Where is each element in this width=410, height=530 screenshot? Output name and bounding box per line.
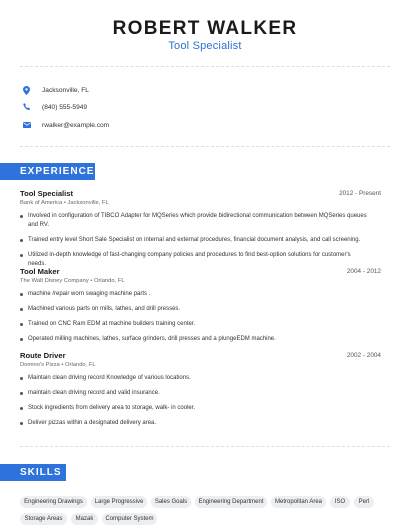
phone-icon xyxy=(22,103,31,112)
list-item: machine /repair worn swaging machine parts . xyxy=(20,290,368,299)
list-item: Deliver pizzas within a designated delivery area. xyxy=(20,419,368,428)
contact-phone xyxy=(22,101,87,113)
skill-chip: Engineering Drawings xyxy=(20,496,87,508)
skill-chip: Sales Goals xyxy=(151,496,191,508)
job-company: Bank of America • Jacksonville, FL xyxy=(20,200,109,206)
phone-text: (840) 555-5949 xyxy=(42,103,88,111)
job-title: Tool Specialist xyxy=(20,189,74,198)
divider xyxy=(20,446,390,447)
job-dates: 2002 - 2004 xyxy=(346,352,381,359)
contact-email xyxy=(22,119,109,131)
skills-heading: SKILLS xyxy=(0,464,66,481)
list-item: maintain clean driving record and valid insurance. xyxy=(20,389,368,398)
list-item: Maintain clean driving record Knowledge of various locations. xyxy=(20,374,368,383)
job-title: Tool Maker xyxy=(20,267,60,276)
skill-chip: Mazak xyxy=(71,513,98,525)
candidate-name: ROBERT WALKER xyxy=(112,18,298,39)
experience-heading: EXPERIENCE xyxy=(0,163,95,180)
job-title: Route Driver xyxy=(20,351,66,360)
job-company: The Walt Disney Company • Orlando, FL xyxy=(20,278,125,284)
list-item: Machined various parts on mills, lathes, and drill presses. xyxy=(20,305,368,314)
skill-chip: ISO xyxy=(330,496,350,508)
list-item: Utilized in-depth knowledge of fast-changing company policies and procedures to find best-option solutions for customer's needs. xyxy=(20,251,368,269)
divider xyxy=(20,146,390,147)
list-item: Trained entry level Short Sale Specialist on internal and external procedures, financial document analysis, and call screening. xyxy=(20,236,368,245)
map-pin-icon xyxy=(22,86,31,95)
job-dates: 2012 - Present xyxy=(339,190,381,197)
contact-location xyxy=(22,84,89,96)
skill-chip: Large Progressive xyxy=(91,496,147,508)
list-item: Operated milling machines, lathes, surface grinders, drill presses and a plungeEDM machine. xyxy=(20,335,368,344)
skill-chip: Engineering Department xyxy=(195,496,267,508)
skill-chip: Metropolitan Area xyxy=(271,496,326,508)
job-dates: 2004 - 2012 xyxy=(346,268,381,275)
list-item: Trained on CNC Ram EDM at machine builders training center. xyxy=(20,320,368,329)
candidate-title: Tool Specialist xyxy=(168,40,242,52)
envelope-icon xyxy=(22,121,31,130)
location-text: Jacksonville, FL xyxy=(42,86,89,94)
job-company: Domino's Pizza • Orlando, FL xyxy=(20,362,96,368)
divider xyxy=(20,66,390,67)
list-item: Stock ingredients from delivery area to storage, walk- in cooler. xyxy=(20,404,368,413)
list-item: Involved in configuration of TIBCO Adapter for MQSeries which provide bidirectional communication between MQSeries queues and RV. xyxy=(20,212,368,230)
skill-chip: Storage Areas xyxy=(20,513,67,525)
skill-chip: Perl xyxy=(354,496,374,508)
skill-chip: Computer System xyxy=(102,513,157,525)
email-text[interactable]: rwalker@example.com xyxy=(42,121,110,129)
